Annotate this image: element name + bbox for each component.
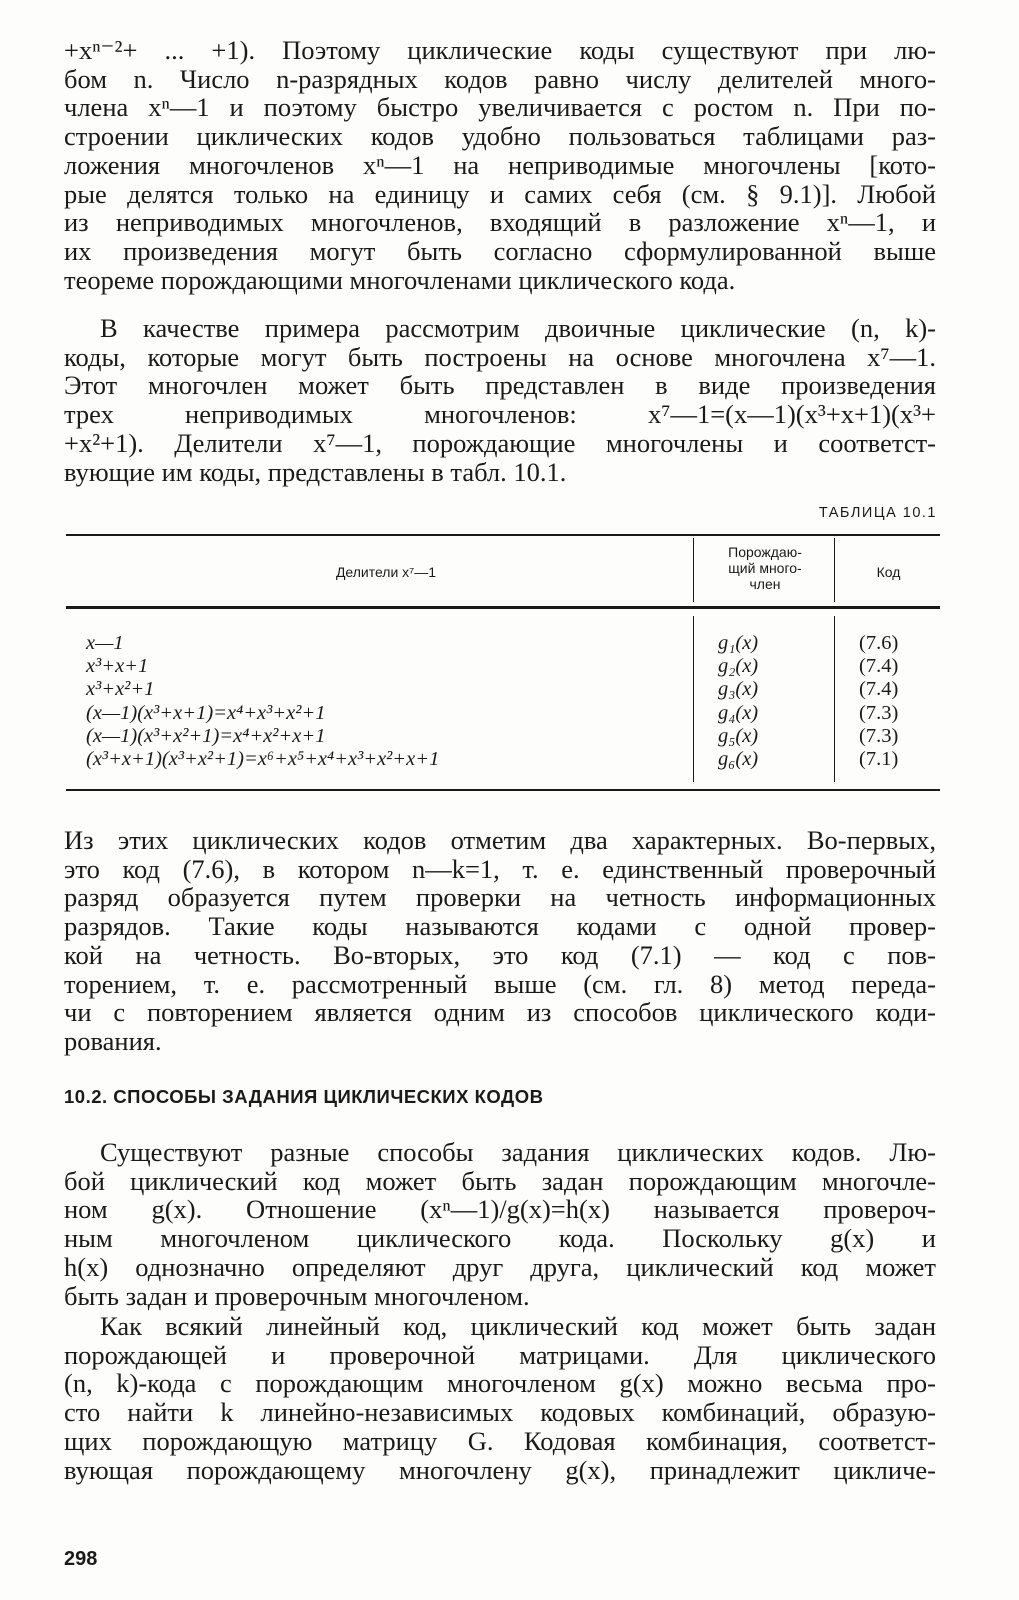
divisors-column [86,632,439,771]
text-line: рые делятся только на единицу и самих себя (см. § 9.1)]. Любой [64,178,936,209]
text-line: +xⁿ⁻²+ ... +1). Поэтому циклические коды существуют при лю- [64,35,936,65]
text-line: h(x) однозначно определяют друг друга, циклический код может [64,1251,936,1282]
text-line: члена xⁿ—1 и поэтому быстро увеличивается с ростом n. При по- [64,92,936,123]
text-line: трех неприводимых многочленов: x⁷—1=(x—1)(x³+x+1)(x³+ [64,399,936,430]
table-cell-code: (7.1) [859,748,899,771]
text-line: это код (7.6), в котором n—k=1, т. е. единственный проверочный [64,853,936,884]
text-line: бой циклический код может быть задан порождающим многочле- [64,1165,936,1196]
text-line: Этот многочлен может быть представлен в виде произведения [64,370,936,401]
table-cell-code: (7.3) [859,724,899,747]
text-line: ном g(x). Отношение (xⁿ—1)/g(x)=h(x) называется провероч- [64,1194,936,1225]
table-column-divider [834,616,835,782]
table-cell-generator: g₂(x) [718,655,759,678]
paragraph-generator-matrix [64,1312,936,1484]
text-line: сто найти k линейно-независимых кодовых комбинаций, образую- [64,1397,936,1428]
table-cell-divisor: x—1 [86,632,124,654]
text-line: кой на четность. Во-вторых, это код (7.1) — код с пов- [64,939,936,970]
table-cell-code: (7.6) [859,632,899,654]
text-line: рования. [64,1025,162,1056]
text-line: Из этих циклических кодов отметим два характерных. Во-первых, [64,825,936,855]
header-generator [696,544,834,592]
header-generator-line: Порождаю- [728,544,802,560]
paragraph-specification-methods [64,1138,936,1310]
header-code: Код [876,564,901,580]
text-line: строении циклических кодов удобно пользоваться таблицами раз- [64,121,936,152]
text-line: вующие им коды, представлены в табл. 10.1. [64,456,567,487]
header-generator-line: щий много- [728,560,802,576]
table-cell-generator: g₆(x) [718,748,759,771]
text-line: бом n. Число n-разрядных кодов равно числу делителей много- [64,63,936,94]
table-cell-generator: g₁(x) [718,632,759,654]
generator-column [718,632,758,771]
code-column [859,632,898,771]
table-cell-generator: g₅(x) [718,724,759,747]
table-column-divider [834,538,835,602]
table-column-divider [693,616,694,782]
text-line: разрядов. Такие коды называются кодами с одной провер- [64,911,936,942]
text-line: торением, т. е. рассмотренный выше (см. гл. 8) метод переда- [64,968,936,999]
text-line: их произведения могут быть согласно сформулированной выше [64,235,936,266]
paragraph-continuation [64,36,936,294]
table-header-rule [66,606,940,609]
text-line: ложения многочленов xⁿ—1 на неприводимые многочлены [кото- [64,149,936,180]
table-column-divider [693,538,694,602]
table-cell-code: (7.3) [859,701,899,724]
paragraph-example [64,314,936,486]
paragraph-characteristic-codes [64,826,936,1056]
text-line: Как всякий линейный код, циклический код может быть задан [100,1311,936,1341]
table-cell-generator: g₃(x) [718,678,759,701]
table-cell-generator: g₄(x) [718,701,759,724]
table-cell-code: (7.4) [859,678,899,701]
header-generator-line: член [749,576,781,592]
text-line: порождающей и проверочной матрицами. Для циклического [64,1339,936,1370]
page-number: 298 [64,1548,98,1570]
table-cell-divisor: x³+x+1 [86,655,149,678]
table-cell-code: (7.4) [859,655,899,678]
text-line: разряд образуется путем проверки на четность информационных [64,882,936,913]
divisors-table [66,534,940,792]
header-divisors: Делители x⁷—1 [335,564,437,580]
text-line: (n, k)-кода с порождающим многочленом g(x) можно весьма про- [64,1368,936,1399]
table-top-rule [66,534,940,536]
text-line: вующая порождающему многочлену g(x), принадлежит цикличе- [64,1454,936,1485]
table-cell-divisor: (x—1)(x³+x+1)=x⁴+x³+x²+1 [86,701,326,724]
text-line: +x²+1). Делители x⁷—1, порождающие многочлены и соответст- [64,427,936,458]
text-line: теореме порождающими многочленами циклического кода. [64,264,736,295]
table-bottom-rule [66,789,940,791]
table-cell-divisor: (x—1)(x³+x²+1)=x⁴+x²+x+1 [86,724,326,747]
section-heading: 10.2. СПОСОБЫ ЗАДАНИЯ ЦИКЛИЧЕСКИХ КОДОВ [64,1086,544,1107]
text-line: коды, которые могут быть построены на основе многочлена x⁷—1. [64,341,936,372]
text-line: ным многочленом циклического кода. Поскольку g(x) и [64,1223,936,1254]
table-cell-divisor: x³+x²+1 [86,678,155,701]
table-cell-divisor: (x³+x+1)(x³+x²+1)=x⁶+x⁵+x⁴+x³+x²+x+1 [86,748,440,771]
text-line: из неприводимых многочленов, входящий в разложение xⁿ—1, и [64,207,936,238]
text-line: щих порождающую матрицу G. Кодовая комбинация, соответст- [64,1425,936,1456]
table-caption: ТАБЛИЦА 10.1 [818,505,937,521]
text-line: В качестве примера рассмотрим двоичные циклические (n, k)- [100,313,936,343]
text-line: Существуют разные способы задания циклических кодов. Лю- [100,1137,936,1167]
text-line: чи с повторением является одним из способов циклического коди- [64,997,936,1028]
text-line: быть задан и проверочным многочленом. [64,1280,530,1311]
